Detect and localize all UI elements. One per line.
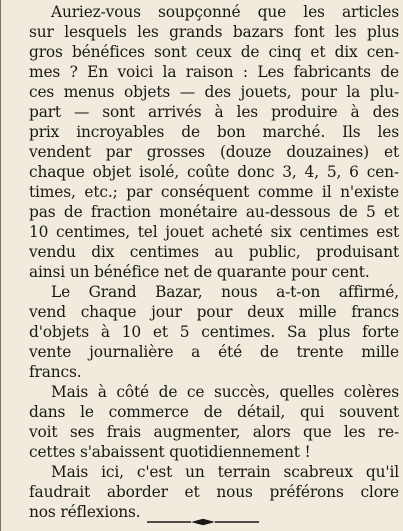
text-line: 10 centimes, tel jouet acheté six centimes est <box>29 223 399 241</box>
text-line: vend chaque jour pour deux mille francs <box>29 303 399 321</box>
text-line: d'objets à 10 et 5 centimes. Sa plus forte <box>29 323 399 341</box>
paragraph-4 <box>7 462 399 522</box>
text-line: part — sont arrivés à les produire à des <box>29 103 399 121</box>
text-line: Mais ici, c'est un terrain scabreux qu'il <box>51 463 399 481</box>
text-line: pas de fraction monétaire au-dessous de 5 et <box>29 203 399 221</box>
text-line: vendent par grosses (douze douzaines) et <box>29 143 399 161</box>
text-line: cettes s'abaissent quotidiennement ! <box>29 443 311 461</box>
paragraph-3 <box>7 382 399 462</box>
text-line: chaque objet isolé, coûte donc 3, 4, 5, 6 cen- <box>29 163 399 181</box>
text-line: Mais à côté de ce succès, quelles colères <box>51 383 399 401</box>
text-line: Le Grand Bazar, nous a-t-on affirmé, <box>51 283 399 301</box>
text-line: ainsi un bénéfice net de quarante pour cent. <box>29 263 370 281</box>
text-line: vente journalière a été de trente mille <box>29 343 399 361</box>
text-line: sur lesquels les grands bazars font les plus <box>29 23 399 41</box>
text-line: dans le commerce de détail, qui souvent <box>29 403 399 421</box>
text-line: Auriez-vous soupçonné que les articles <box>51 3 399 21</box>
text-line: ces menus objets — des jouets, pour la plu- <box>29 83 399 101</box>
text-line: francs. <box>29 363 82 381</box>
text-line: faudrait aborder et nous préférons clore <box>29 483 399 501</box>
text-line: mes ? En voici la raison : Les fabricants de <box>29 63 399 81</box>
end-of-article-rule <box>145 518 261 526</box>
text-line: nos réflexions. <box>29 503 141 521</box>
text-line: prix incroyables de bon marché. Ils les <box>29 123 399 141</box>
text-line: gros bénéfices sont ceux de cinq et dix cen- <box>29 43 399 61</box>
paragraph-2 <box>7 282 399 382</box>
text-line: voit ses frais augmenter, alors que les re- <box>29 423 399 441</box>
article-column <box>7 2 399 522</box>
paragraph-1 <box>7 2 399 282</box>
text-line: times, etc.; par conséquent comme il n'existe <box>29 183 399 201</box>
text-line: vendu dix centimes au public, produisant <box>29 243 399 261</box>
